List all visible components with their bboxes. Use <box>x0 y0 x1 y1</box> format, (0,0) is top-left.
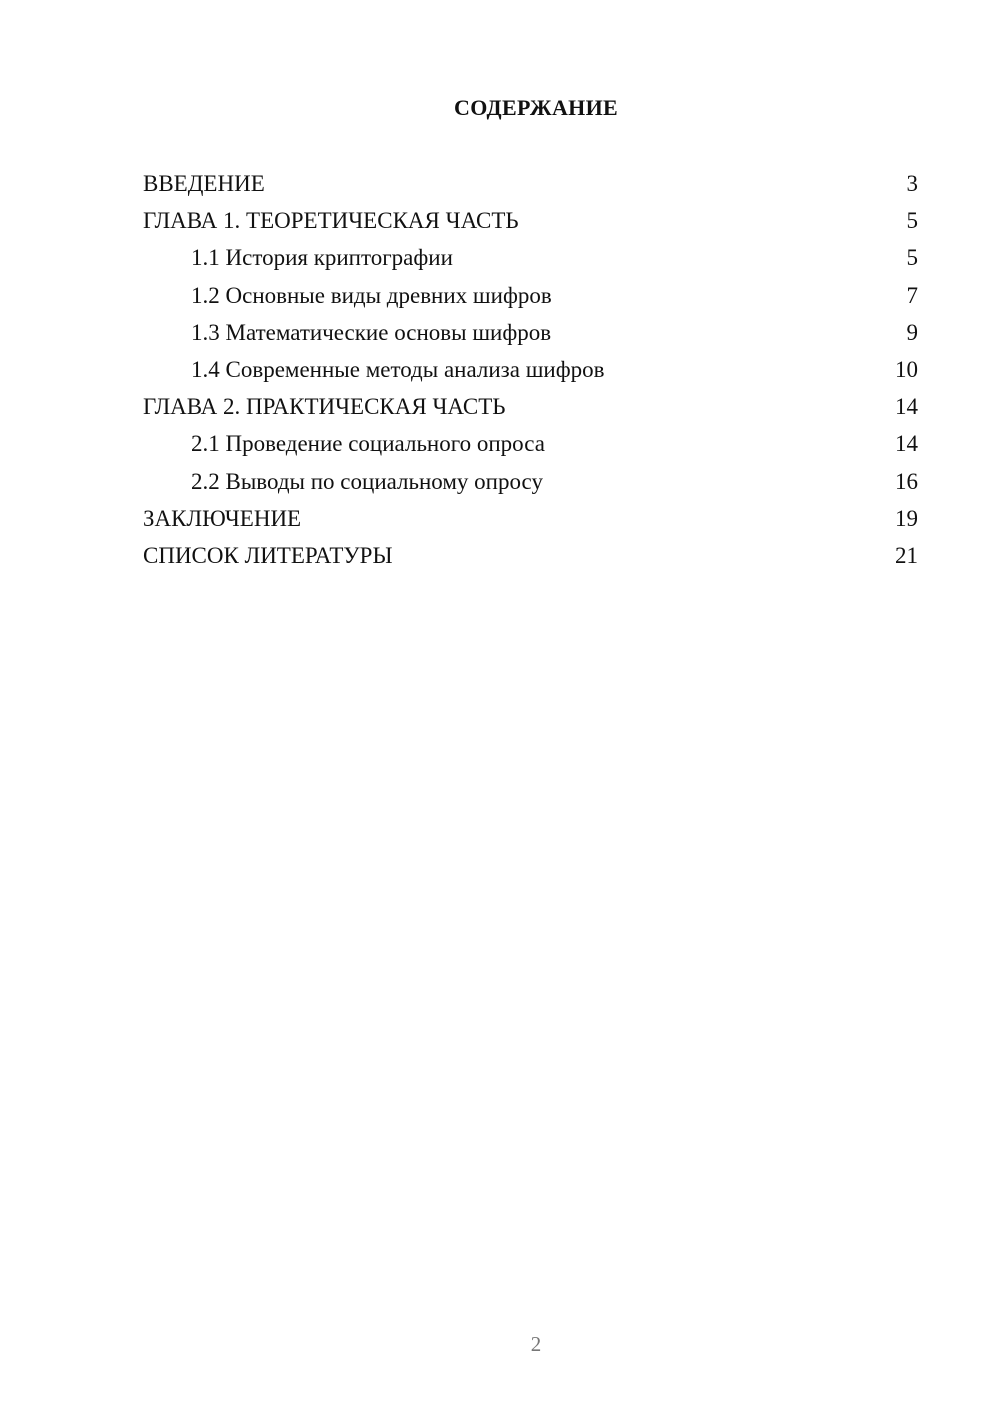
toc-entry[interactable] <box>143 168 918 205</box>
toc-entry-label: 1.4 Современные методы анализа шифров <box>191 356 605 382</box>
toc-entry-page: 14 <box>895 431 918 457</box>
toc-entry-label: 1.2 Основные виды древних шифров <box>191 282 552 308</box>
toc-entry[interactable] <box>143 205 918 242</box>
toc-entry-page: 5 <box>906 208 918 234</box>
toc-entry-page: 3 <box>906 171 918 196</box>
table-of-contents <box>143 168 918 577</box>
toc-entry-page: 16 <box>895 468 918 494</box>
toc-entry[interactable] <box>143 317 918 354</box>
toc-entry-label: 2.2 Выводы по социальному опросу <box>191 468 543 494</box>
toc-entry-label: 1.1 История криптографии <box>191 245 453 271</box>
toc-entry-page: 7 <box>906 282 918 308</box>
toc-entry-label: 1.3 Математические основы шифров <box>191 319 552 345</box>
toc-entry[interactable] <box>143 280 918 317</box>
toc-entry-page: 5 <box>906 245 918 271</box>
toc-entry-label: ГЛАВА 2. ПРАКТИЧЕСКАЯ ЧАСТЬ <box>143 394 506 420</box>
toc-entry-page: 21 <box>895 542 918 568</box>
toc-entry-label: ГЛАВА 1. ТЕОРЕТИЧЕСКАЯ ЧАСТЬ <box>143 208 519 234</box>
toc-entry-page: 9 <box>906 319 918 345</box>
toc-entry-label: СПИСОК ЛИТЕРАТУРЫ <box>143 542 393 568</box>
toc-entry-page: 19 <box>895 505 918 531</box>
page-number: 2 <box>530 1332 542 1356</box>
toc-entry[interactable] <box>143 503 918 540</box>
toc-entry-label: ЗАКЛЮЧЕНИЕ <box>143 505 302 531</box>
toc-entry-page: 10 <box>895 356 918 382</box>
toc-entry-page: 14 <box>895 394 918 420</box>
toc-entry[interactable] <box>143 391 918 428</box>
toc-entry-label: 2.1 Проведение социального опроса <box>191 431 545 457</box>
toc-entry[interactable] <box>143 428 918 465</box>
toc-entry-label: ВВЕДЕНИЕ <box>143 171 265 196</box>
toc-entry[interactable] <box>143 242 918 279</box>
page-title: СОДЕРЖАНИЕ <box>454 95 618 120</box>
toc-entry[interactable] <box>143 540 918 577</box>
toc-entry[interactable] <box>143 354 918 391</box>
toc-entry[interactable] <box>143 466 918 503</box>
